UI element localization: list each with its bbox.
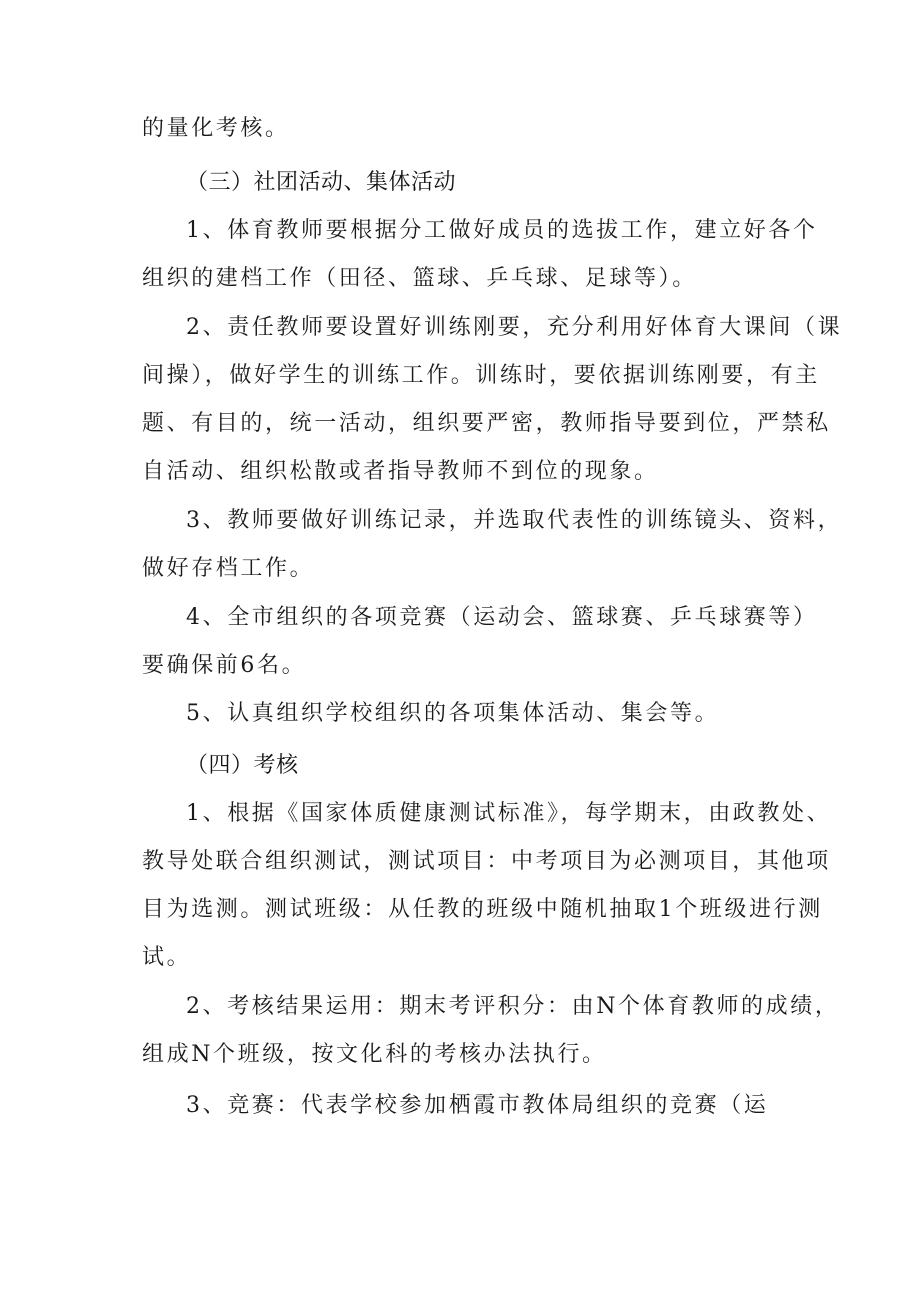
paragraph-line: 1、体育教师要根据分工做好成员的选拔工作，建立好各个 <box>186 218 818 243</box>
paragraph-line: 组织的建档工作（田径、篮球、乒乓球、足球等）。 <box>142 266 697 291</box>
paragraph-line: 题、有目的，统一活动，组织要严密，教师指导要到位，严禁私 <box>142 411 831 436</box>
text-line: 的量化考核。 <box>142 116 290 141</box>
paragraph-line: 组成N个班级，按文化科的考核办法执行。 <box>142 1042 607 1067</box>
paragraph-line: 2、责任教师要设置好训练刚要，充分利用好体育大课间（课 <box>186 315 843 340</box>
paragraph-line: 3、竞赛：代表学校参加栖霞市教体局组织的竞赛（运 <box>186 1093 769 1118</box>
section-heading-3: （三）社团活动、集体活动 <box>186 170 457 195</box>
section-heading-4: （四）考核 <box>186 753 299 778</box>
paragraph-line: 5、认真组织学校组织的各项集体活动、集会等。 <box>186 701 720 726</box>
paragraph-line: 目为选测。测试班级：从任教的班级中随机抽取1个班级进行测 <box>142 897 823 922</box>
paragraph-line: 做好存档工作。 <box>142 556 315 581</box>
paragraph-line: 1、根据《国家体质健康测试标准》，每学期末，由政教处、 <box>186 801 832 826</box>
paragraph-line: 要确保前6名。 <box>142 653 307 678</box>
paragraph-line: 3、教师要做好训练记录，并选取代表性的训练镜头、资料， <box>186 508 843 533</box>
paragraph-line: 4、全市组织的各项竞赛（运动会、篮球赛、乒乓球赛等） <box>186 605 818 630</box>
paragraph-line: 试。 <box>142 945 192 970</box>
paragraph-line: 2、考核结果运用：期末考评积分：由N个体育教师的成绩， <box>186 994 840 1019</box>
paragraph-line: 间操），做好学生的训练工作。训练时，要依据训练刚要，有主 <box>142 363 820 388</box>
paragraph-line: 自活动、组织松散或者指导教师不到位的现象。 <box>142 459 659 484</box>
paragraph-line: 教导处联合组织测试，测试项目：中考项目为必测项目，其他项 <box>142 849 831 874</box>
